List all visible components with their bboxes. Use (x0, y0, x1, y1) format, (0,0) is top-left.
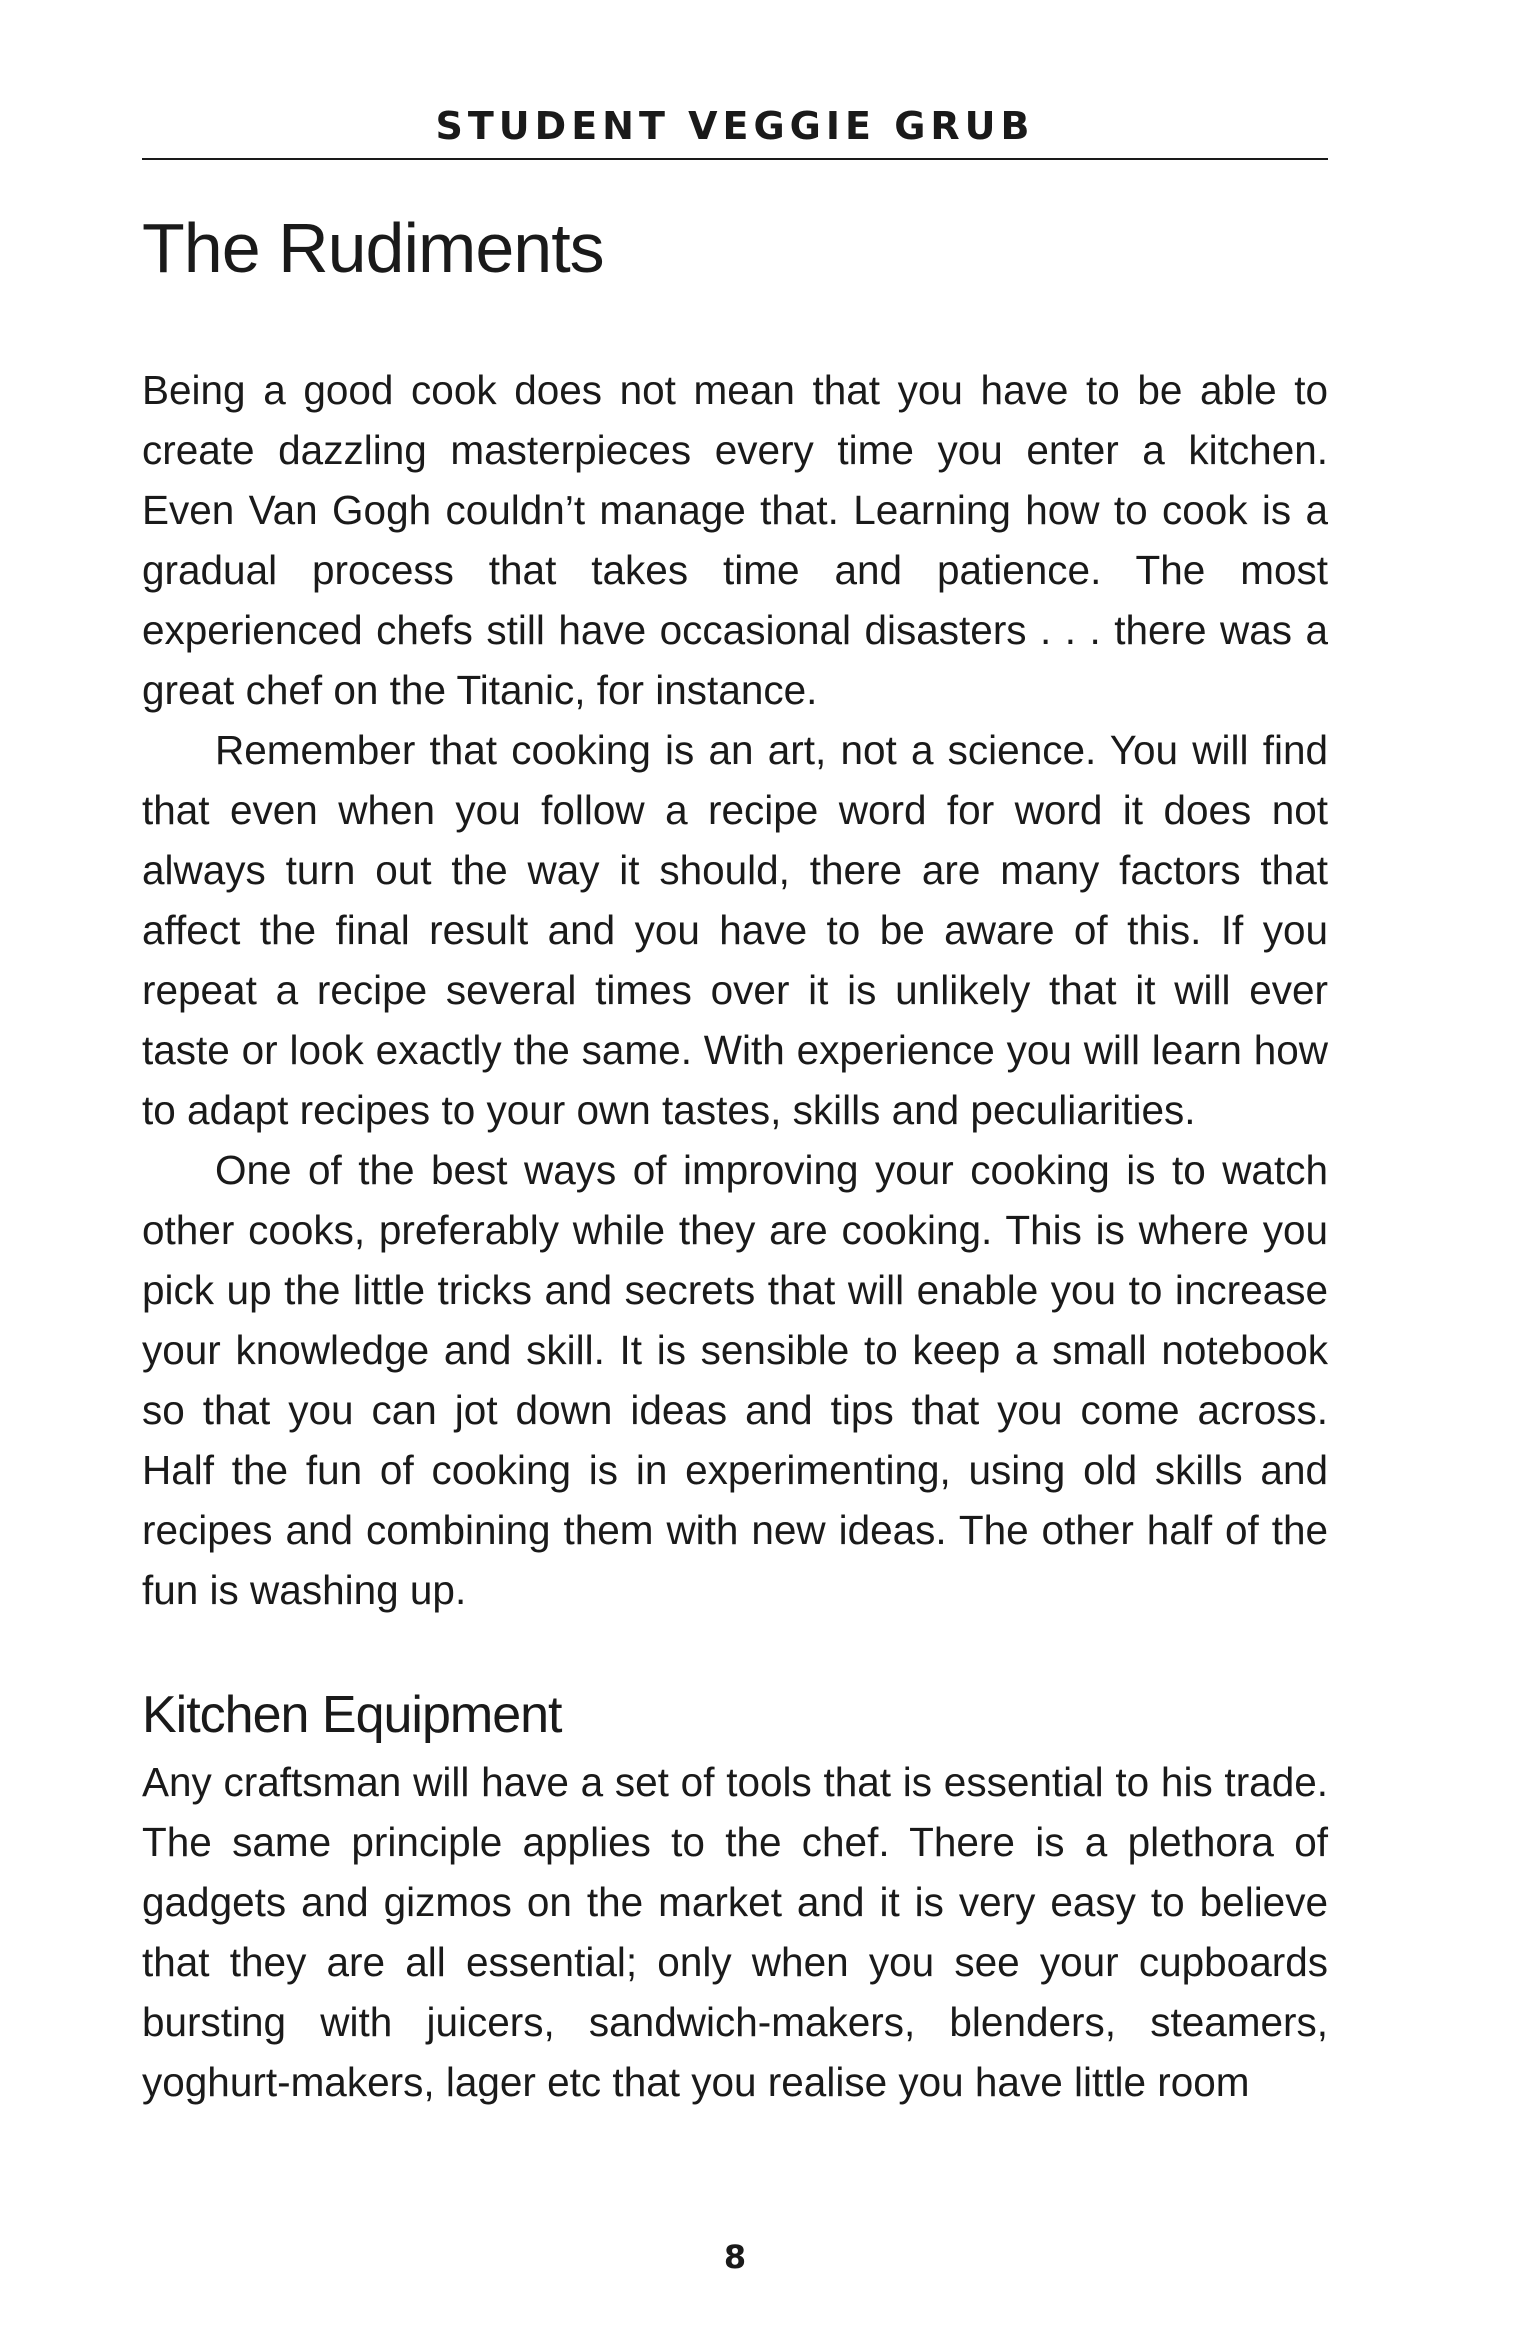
running-head: STUDENT VEGGIE GRUB (435, 104, 1035, 148)
header-rule (142, 158, 1328, 160)
paragraph-3: One of the best ways of improving your cooking is to watch other cooks, preferably while they are cooking. This is where you pick up the little tricks and secrets that will enable you to increase your knowledge and skill. It is sensible to keep a small notebook so that you can jot down ideas and tips that you come across. Half the fun of cooking is in experimenting, using old skills and recipes and combining them with new ideas. The other half of the fun is washing up. (142, 1147, 1328, 1613)
book-page (142, 0, 1328, 2339)
kitchen-equipment-body (142, 1752, 1328, 2112)
paragraph-4: Any craftsman will have a set of tools that is essential to his trade. The same principle applies to the chef. There is a plethora of gadgets and gizmos on the market and it is very easy to believe that they are all essential; only when you see your cupboards bursting with juicers, sandwich-makers, blenders, steamers, yoghurt-makers, lager etc that you realise you have little room (142, 1759, 1328, 2105)
paragraph-2: Remember that cooking is an art, not a science. You will find that even when you follow a recipe word for word it does not always turn out the way it should, there are many factors that affect the final result and you have to be aware of this. If you repeat a recipe several times over it is unlikely that it will ever taste or look exactly the same. With experience you will learn how to adapt recipes to your own tastes, skills and peculiarities. (142, 727, 1328, 1133)
paragraph-1: Being a good cook does not mean that you have to be able to create dazzling masterpieces every time you enter a kitchen. Even Van Gogh couldn’t manage that. Learning how to cook is a gradual process that takes time and patience. The most experienced chefs still have occasional disasters . . . there was a great chef on the Titanic, for instance. (142, 367, 1328, 713)
section-title-kitchen-equipment: Kitchen Equipment (142, 1686, 562, 1744)
page-number: 8 (723, 2238, 747, 2276)
rudiments-body (142, 360, 1328, 1620)
chapter-title: The Rudiments (142, 209, 604, 287)
